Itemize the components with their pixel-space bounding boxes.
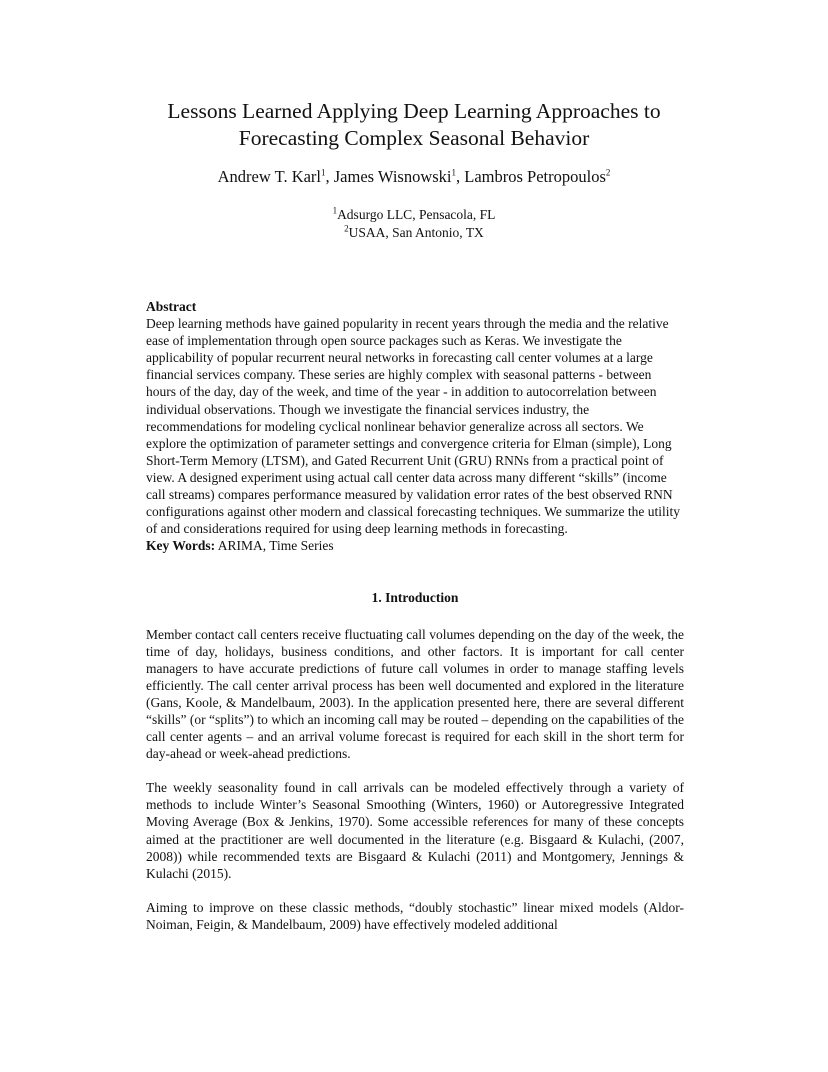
author-2-affil-mark: 1	[451, 167, 457, 178]
keywords-label: Key Words:	[146, 538, 216, 554]
affiliation-1: $^1$Adsurgo LLC, Pensacola, FL	[332, 205, 496, 222]
paper-title	[0, 98, 828, 152]
affiliation-list	[0, 206, 828, 242]
intro-paragraph-2: The weekly seasonality found in call arrivals can be modeled effectively through a variety of methods to include Winter’s Seasonal Smoothing (Winters, 1960) or Autoregressive Integrated Moving Average (Box & Jenkins, 1970). Some accessible references for many of these concepts aimed at the practitioner are well documented in the literature (e.g. Bisgaard & Kulachi, (2007, 2008)) while recommended texts are Bisgaard & Kulachi (2011) and Montgomery, Jennings & Kulachi (2015).	[146, 780, 684, 881]
abstract-heading: Abstract	[146, 299, 197, 314]
author-2: James Wisnowski$^1$,	[333, 167, 465, 186]
keywords-line	[146, 537, 684, 554]
keywords-values: ARIMA, Time Series	[215, 538, 334, 554]
intro-paragraph-1: Member contact call centers receive fluctuating call volumes depending on the day of the week, the time of day, holidays, business conditions, and other factors. It is important for call center managers to have accurate predictions of future call volumes in order to manage staffing levels efficiently. The call center arrival process has been well documented and explored in the literature (Gans, Koole, & Mandelbaum, 2003). In the application presented here, there are several different “skills” (or “splits”) to which an incoming call may be routed – depending on the capabilities of the call center agents – and an arrival volume forecast is required for each skill in the short term for day-ahead or week-ahead predictions.	[146, 626, 684, 762]
abstract-text: Deep learning methods have gained popularity in recent years through the media and the relative ease of implementation through open source packages such as Keras. We investigate the applicability of popular recurrent neural networks in forecasting call center volumes at a large financial services company. These series are highly complex with seasonal patterns - between hours of the day, day of the week, and time of the year - in addition to autocorrelation between individual observations. Though we investigate the financial services industry, the recommendations for modeling cyclical nonlinear behavior generalize across all sectors. We explore the optimization of parameter settings and convergence criteria for Elman (simple), Long Short-Term Memory (LTSM), and Gated Recurrent Unit (GRU) RNNs from a practical point of view. A designed experiment using actual call center data across many different “skills” (income call streams) compares performance measured by validation error rates of the best observed RNN configurations against other modern and classical forecasting techniques. We summarize the utility of and considerations required for using deep learning methods in forecasting.	[146, 316, 681, 537]
author-3-affil-mark: 2	[605, 167, 611, 178]
author-1-affil-mark: 1	[321, 167, 326, 178]
author-list	[0, 166, 828, 188]
paper-body	[146, 298, 684, 950]
intro-paragraph-3: Aiming to improve on these classic methods, “doubly stochastic” linear mixed models (Aldor-Noiman, Feigin, & Mandelbaum, 2009) have effectively modeled additional	[146, 899, 684, 932]
title-line-2: Forecasting Complex Seasonal Behavior	[238, 126, 590, 150]
affiliation-2: $^2$USAA, San Antonio, TX	[344, 223, 484, 240]
section-heading-introduction: 1. Introduction	[371, 590, 459, 606]
author-1: Andrew T. Karl$^1$,	[217, 167, 334, 186]
title-line-1: Lessons Learned Applying Deep Learning Approaches to	[167, 99, 661, 123]
author-3: Lambros Petropoulos$^2$	[464, 167, 611, 186]
